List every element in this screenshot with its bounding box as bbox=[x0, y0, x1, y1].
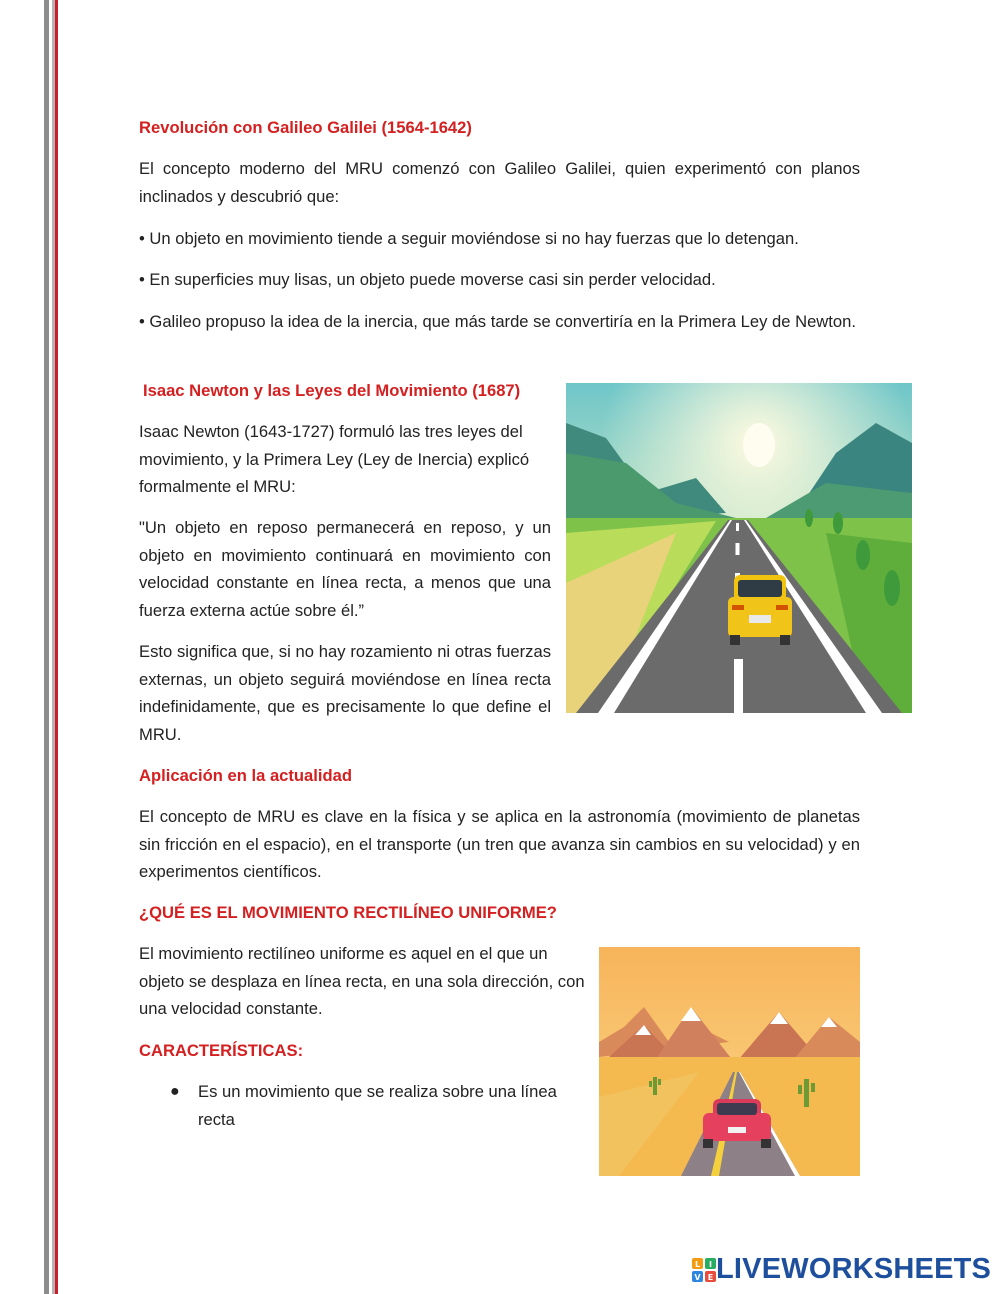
galileo-heading: Revolución con Galileo Galilei (1564-1642) bbox=[139, 118, 472, 137]
liveworksheets-watermark bbox=[692, 1253, 991, 1286]
svg-text:L: L bbox=[694, 1259, 701, 1269]
road-landscape-illustration bbox=[566, 383, 912, 713]
caracteristicas-heading: CARACTERÍSTICAS: bbox=[139, 1041, 304, 1060]
left-margin-bar-gray bbox=[44, 0, 49, 1294]
left-margin-bar-red bbox=[55, 0, 58, 1294]
aplicacion-heading: Aplicación en la actualidad bbox=[139, 766, 353, 785]
galileo-bullet-3: • Galileo propuso la idea de la inercia, que más tarde se convertiría en la Primera Ley de Newton. bbox=[139, 312, 856, 331]
svg-text:V: V bbox=[694, 1272, 701, 1282]
list-bullet-icon: ● bbox=[170, 1083, 180, 1100]
sun-icon bbox=[743, 423, 775, 467]
yellow-car-icon bbox=[728, 575, 792, 645]
galileo-bullet-2: • En superficies muy lisas, un objeto puede moverse casi sin perder velocidad. bbox=[139, 270, 716, 289]
newton-heading: Isaac Newton y las Leyes del Movimiento (1687) bbox=[143, 381, 521, 400]
red-car-icon bbox=[703, 1099, 771, 1148]
newton-paragraph-3: Esto significa que, si no hay rozamiento ni otras fuerzas externas, un objeto seguirá moviéndose en línea recta indefinidamente, que es precisamente lo que define el MRU. bbox=[139, 642, 551, 744]
liveworksheets-brand: LIVEWORKSHEETS bbox=[716, 1253, 992, 1285]
mru-heading: ¿QUÉ ES EL MOVIMIENTO RECTILÍNEO UNIFORME? bbox=[139, 903, 557, 922]
newton-quote: "Un objeto en reposo permanecerá en reposo, y un objeto en movimiento continuará en movimiento con velocidad constante en línea recta, a menos que una fuerza externa actúe sobre él.” bbox=[139, 518, 551, 620]
galileo-bullet-1: • Un objeto en movimiento tiende a seguir moviéndose si no hay fuerzas que lo detengan. bbox=[139, 229, 799, 248]
galileo-intro: El concepto moderno del MRU comenzó con Galileo Galilei, quien experimentó con planos inclinados y descubrió que: bbox=[139, 159, 860, 206]
desert-road-illustration bbox=[599, 947, 860, 1176]
liveworksheets-logo-icon bbox=[692, 1258, 716, 1282]
aplicacion-paragraph: El concepto de MRU es clave en la física y se aplica en la astronomía (movimiento de planetas sin fricción en el espacio), en el transporte (un tren que avanza sin cambios en su velocidad) y en experimentos científicos. bbox=[139, 807, 860, 881]
svg-text:I: I bbox=[709, 1259, 712, 1269]
caracteristicas-item-1: Es un movimiento que se realiza sobre una línea recta bbox=[198, 1082, 557, 1129]
mru-paragraph: El movimiento rectilíneo uniforme es aquel en el que un objeto se desplaza en línea recta, en una sola dirección, con una velocidad constante. bbox=[139, 944, 585, 1018]
newton-paragraph-1: Isaac Newton (1643-1727) formuló las tres leyes del movimiento, y la Primera Ley (Ley de Inercia) explicó formalmente el MRU: bbox=[139, 422, 530, 496]
svg-text:E: E bbox=[707, 1272, 714, 1282]
